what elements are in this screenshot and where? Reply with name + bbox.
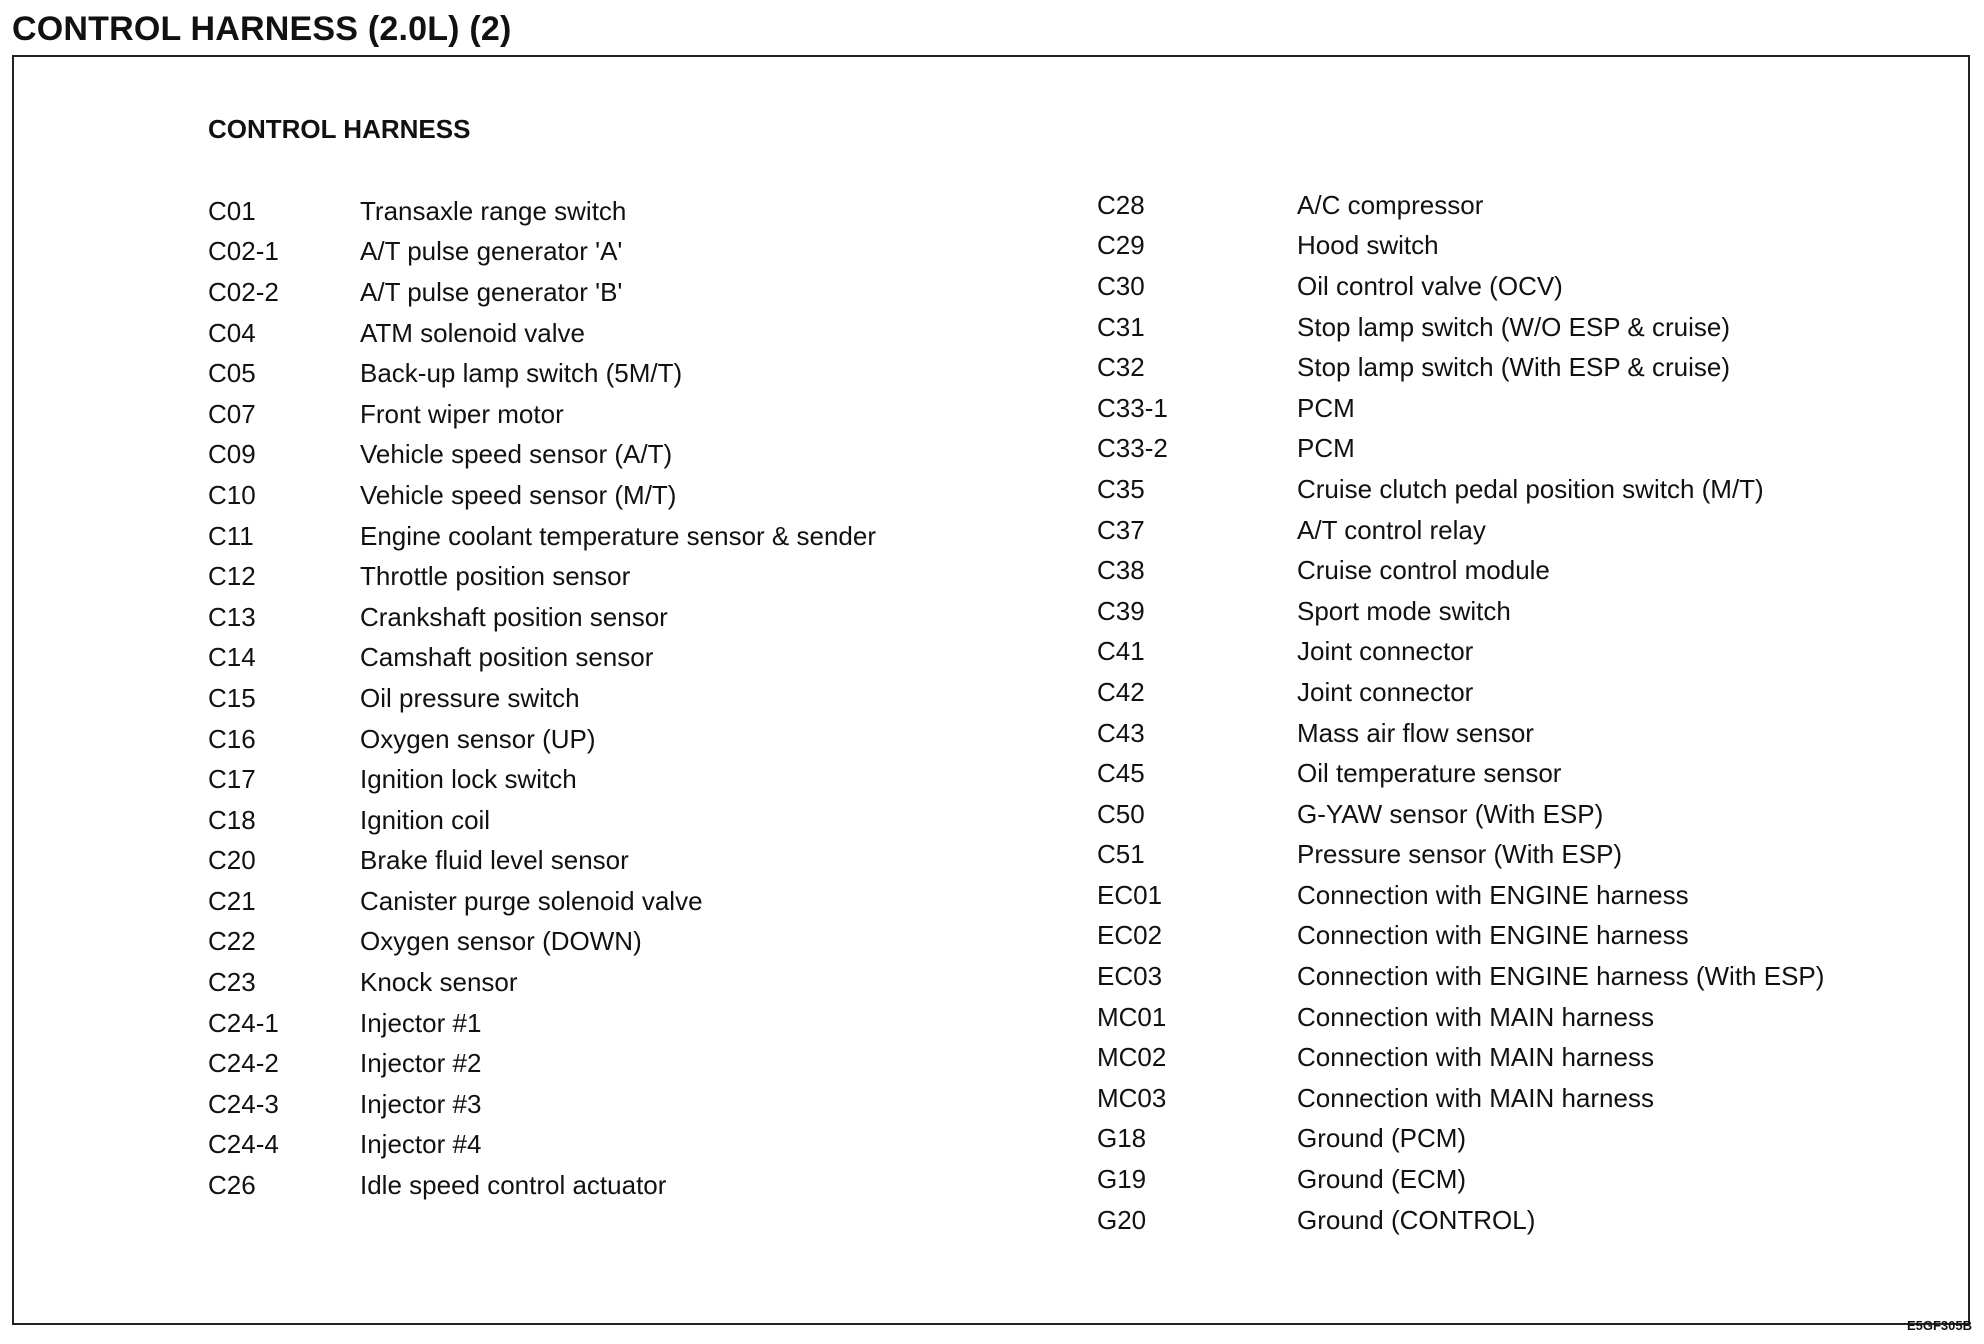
connector-description: Oxygen sensor (UP)	[360, 723, 596, 754]
connector-row	[1097, 672, 1824, 713]
connector-code: C33-1	[1097, 392, 1168, 423]
connector-description: Injector #1	[360, 1007, 482, 1038]
connector-code: C45	[1097, 758, 1145, 789]
connector-code: C24-4	[208, 1129, 279, 1160]
connector-row	[208, 394, 876, 435]
connector-row	[208, 475, 876, 516]
connector-row	[1097, 753, 1824, 794]
connector-code: C33-2	[1097, 433, 1168, 464]
connector-row	[208, 191, 876, 232]
connector-description: Front wiper motor	[360, 398, 564, 429]
connector-row	[208, 232, 876, 273]
connector-description: A/C compressor	[1297, 189, 1484, 220]
connector-code: C07	[208, 398, 256, 429]
connector-description: Mass air flow sensor	[1297, 717, 1534, 748]
connector-description: Injector #3	[360, 1088, 482, 1119]
connector-code: EC03	[1097, 961, 1163, 992]
connector-description: Stop lamp switch (W/O ESP & cruise)	[1297, 311, 1730, 342]
connector-code: C13	[208, 601, 256, 632]
section-title: CONTROL HARNESS	[208, 114, 471, 144]
connector-code: C23	[208, 967, 256, 998]
connector-row	[208, 313, 876, 354]
connector-row	[208, 1084, 876, 1125]
connector-code: C26	[208, 1170, 256, 1201]
connector-code: G20	[1097, 1204, 1147, 1235]
connector-description: Ground (CONTROL)	[1297, 1204, 1536, 1235]
connector-description: Injector #4	[360, 1129, 482, 1160]
connector-code: C39	[1097, 595, 1145, 626]
connector-description: Joint connector	[1297, 676, 1474, 707]
connector-row	[1097, 997, 1824, 1038]
connector-code: C12	[208, 561, 256, 592]
connector-code: C11	[208, 520, 254, 551]
connector-description: Ground (ECM)	[1297, 1164, 1467, 1195]
connector-row	[208, 1125, 876, 1166]
connector-description: Hood switch	[1297, 230, 1439, 261]
connector-description: Connection with ENGINE harness	[1297, 879, 1689, 910]
connector-code: C41	[1097, 636, 1145, 667]
connector-row	[208, 841, 876, 882]
connector-row	[208, 638, 876, 679]
connector-code: C51	[1097, 839, 1145, 870]
connector-code: C04	[208, 317, 256, 348]
connector-row	[1097, 388, 1824, 429]
connector-row	[208, 881, 876, 922]
connector-code: C17	[208, 764, 256, 795]
connector-description: Oil temperature sensor	[1297, 758, 1562, 789]
connector-code: C42	[1097, 676, 1145, 707]
connector-description: Connection with ENGINE harness (With ESP)	[1297, 961, 1825, 992]
connector-code: C29	[1097, 230, 1145, 261]
connector-code: C02-2	[208, 276, 279, 307]
connector-code: C21	[208, 885, 256, 916]
connector-description: Stop lamp switch (With ESP & cruise)	[1297, 352, 1730, 383]
connector-code: C30	[1097, 270, 1145, 301]
connector-code: C31	[1097, 311, 1145, 342]
connector-row	[208, 1165, 876, 1206]
connector-code: C28	[1097, 189, 1145, 220]
connector-row	[208, 678, 876, 719]
connector-row	[1097, 591, 1824, 632]
connector-row	[1097, 1159, 1824, 1200]
connector-row	[1097, 347, 1824, 388]
connector-row	[1097, 1119, 1824, 1160]
connector-description: Connection with MAIN harness	[1297, 1001, 1654, 1032]
connector-list-left	[208, 191, 876, 1206]
connector-row	[1097, 794, 1824, 835]
connector-row	[1097, 1078, 1824, 1119]
connector-description: Ground (PCM)	[1297, 1123, 1467, 1154]
connector-row	[1097, 835, 1824, 876]
connector-description: Oil control valve (OCV)	[1297, 270, 1563, 301]
connector-code: EC01	[1097, 879, 1163, 910]
connector-description: Cruise clutch pedal position switch (M/T)	[1297, 473, 1764, 504]
connector-code: C32	[1097, 352, 1145, 383]
image-id: E5GF305B	[1906, 1318, 1972, 1333]
connector-row	[1097, 429, 1824, 470]
connector-code: C38	[1097, 555, 1145, 586]
connector-description: PCM	[1297, 392, 1355, 423]
connector-row	[208, 922, 876, 963]
connector-code: C22	[208, 926, 256, 957]
connector-row	[208, 800, 876, 841]
connector-row	[1097, 185, 1824, 226]
connector-description: Vehicle speed sensor (M/T)	[360, 479, 677, 510]
connector-description: Idle speed control actuator	[360, 1170, 667, 1201]
connector-description: Engine coolant temperature sensor & sender	[360, 520, 876, 551]
connector-row	[1097, 550, 1824, 591]
connector-row	[208, 962, 876, 1003]
connector-row	[1097, 956, 1824, 997]
connector-code: C14	[208, 642, 256, 673]
connector-code: G18	[1097, 1123, 1147, 1154]
connector-code: C18	[208, 804, 256, 835]
connector-code: C16	[208, 723, 256, 754]
connector-row	[1097, 1200, 1824, 1241]
connector-description: Oxygen sensor (DOWN)	[360, 926, 642, 957]
connector-row	[208, 353, 876, 394]
connector-description: Cruise control module	[1297, 555, 1550, 586]
connector-description: A/T control relay	[1297, 514, 1486, 545]
connector-code: C24-2	[208, 1048, 279, 1079]
connector-code: C43	[1097, 717, 1145, 748]
connector-code: C50	[1097, 798, 1145, 829]
connector-description: Sport mode switch	[1297, 595, 1511, 626]
connector-code: C09	[208, 439, 256, 470]
connector-description: Camshaft position sensor	[360, 642, 654, 673]
connector-description: Knock sensor	[360, 967, 518, 998]
connector-description: G-YAW sensor (With ESP)	[1297, 798, 1604, 829]
connector-description: Throttle position sensor	[360, 561, 631, 592]
connector-code: C10	[208, 479, 256, 510]
connector-description: Transaxle range switch	[360, 195, 627, 226]
connector-row	[1097, 510, 1824, 551]
connector-code: EC02	[1097, 920, 1163, 951]
connector-code: C24-3	[208, 1088, 279, 1119]
connector-row	[1097, 632, 1824, 673]
connector-row	[208, 719, 876, 760]
connector-code: MC02	[1097, 1042, 1167, 1073]
connector-description: Injector #2	[360, 1048, 482, 1079]
connector-row	[1097, 713, 1824, 754]
connector-row	[208, 272, 876, 313]
connector-code: C01	[208, 195, 256, 226]
connector-code: MC03	[1097, 1082, 1167, 1113]
connector-code: C05	[208, 358, 256, 389]
connector-description: Connection with ENGINE harness	[1297, 920, 1689, 951]
connector-code: C02-1	[208, 236, 279, 267]
connector-description: Oil pressure switch	[360, 682, 580, 713]
connector-row	[1097, 1037, 1824, 1078]
connector-description: Connection with MAIN harness	[1297, 1082, 1654, 1113]
connector-code: C24-1	[208, 1007, 279, 1038]
connector-row	[1097, 226, 1824, 267]
connector-code: C35	[1097, 473, 1145, 504]
connector-code: MC01	[1097, 1001, 1167, 1032]
connector-row	[208, 435, 876, 476]
connector-description: Canister purge solenoid valve	[360, 885, 703, 916]
connector-description: Vehicle speed sensor (A/T)	[360, 439, 673, 470]
connector-description: A/T pulse generator 'A'	[360, 236, 623, 267]
connector-description: Pressure sensor (With ESP)	[1297, 839, 1623, 870]
connector-description: Ignition lock switch	[360, 764, 577, 795]
connector-row	[208, 759, 876, 800]
connector-description: Brake fluid level sensor	[360, 845, 629, 876]
connector-description: Back-up lamp switch (5M/T)	[360, 358, 683, 389]
connector-description: Crankshaft position sensor	[360, 601, 668, 632]
connector-description: A/T pulse generator 'B'	[360, 276, 623, 307]
connector-row	[208, 1043, 876, 1084]
connector-code: C20	[208, 845, 256, 876]
connector-row	[1097, 469, 1824, 510]
page-title: CONTROL HARNESS (2.0L) (2)	[12, 10, 512, 48]
connector-code: C37	[1097, 514, 1145, 545]
connector-row	[208, 556, 876, 597]
connector-row	[1097, 307, 1824, 348]
connector-row	[1097, 916, 1824, 957]
connector-row	[208, 597, 876, 638]
connector-description: Connection with MAIN harness	[1297, 1042, 1654, 1073]
connector-description: Joint connector	[1297, 636, 1474, 667]
connector-description: ATM solenoid valve	[360, 317, 585, 348]
connector-description: PCM	[1297, 433, 1355, 464]
connector-row	[208, 1003, 876, 1044]
connector-description: Ignition coil	[360, 804, 491, 835]
connector-code: C15	[208, 682, 256, 713]
connector-row	[1097, 875, 1824, 916]
connector-code: G19	[1097, 1164, 1147, 1195]
connector-row	[1097, 266, 1824, 307]
connector-row	[208, 516, 876, 557]
connector-list-right	[1097, 185, 1824, 1240]
